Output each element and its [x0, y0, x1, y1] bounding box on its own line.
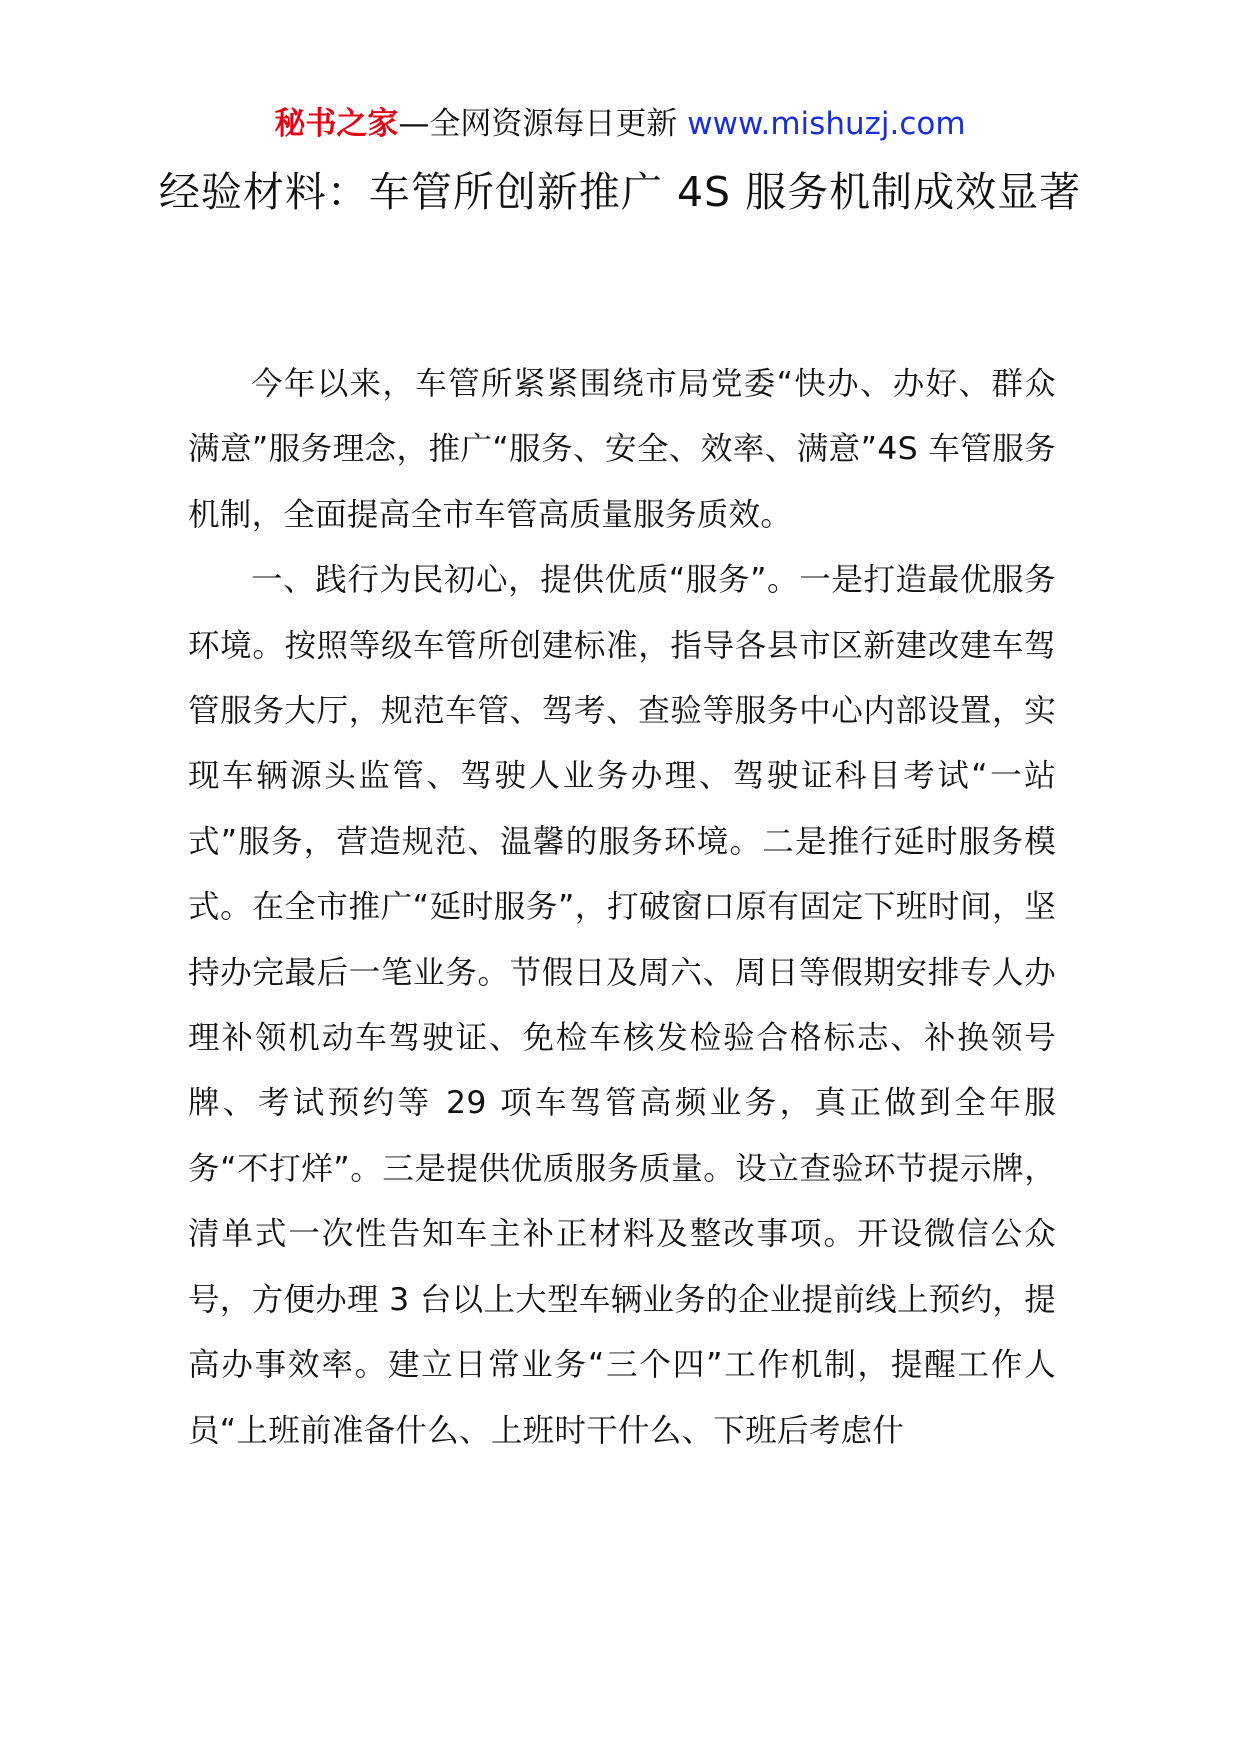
- site-header: [0, 100, 1240, 148]
- document-title: 经验材料：车管所创新推广 4S 服务机制成效显著: [158, 168, 1082, 216]
- brand-name: 秘书之家: [274, 106, 399, 142]
- site-url-link[interactable]: www.mishuzj.com: [687, 106, 966, 142]
- document-body: [188, 352, 1056, 1464]
- header-tagline: —全网资源每日更新: [398, 106, 688, 142]
- paragraph-intro: 今年以来，车管所紧紧围绕市局党委“快办、办好、群众满意”服务理念，推广“服务、安全、效率、满意”4S 车管服务机制，全面提高全市车管高质量服务质效。: [188, 366, 1056, 533]
- paragraph-section-one: 一、践行为民初心，提供优质“服务”。一是打造最优服务环境。按照等级车管所创建标准，指导各县市区新建改建车驾管服务大厅，规范车管、驾考、查验等服务中心内部设置，实现车辆源头监管、驾驶人业务办理、驾驶证科目考试“一站式”服务，营造规范、温馨的服务环境。二是推行延时服务模式。在全市推广“延时服务”，打破窗口原有固定下班时间，坚持办完最后一笔业务。节假日及周六、周日等假期安排专人办理补领机动车驾驶证、免检车核发检验合格标志、补换领号牌、考试预约等 29 项车驾管高频业务，真正做到全年服务“不打烊”。三是提供优质服务质量。设立查验环节提示牌，清单式一次性告知车主补正材料及整改事项。开设微信公众号，方便办理 3 台以上大型车辆业务的企业提前线上预约，提高办事效率。建立日常业务“三个四”工作机制，提醒工作人员“上班前准备什么、上班时干什么、下班后考虑什: [188, 562, 1056, 1449]
